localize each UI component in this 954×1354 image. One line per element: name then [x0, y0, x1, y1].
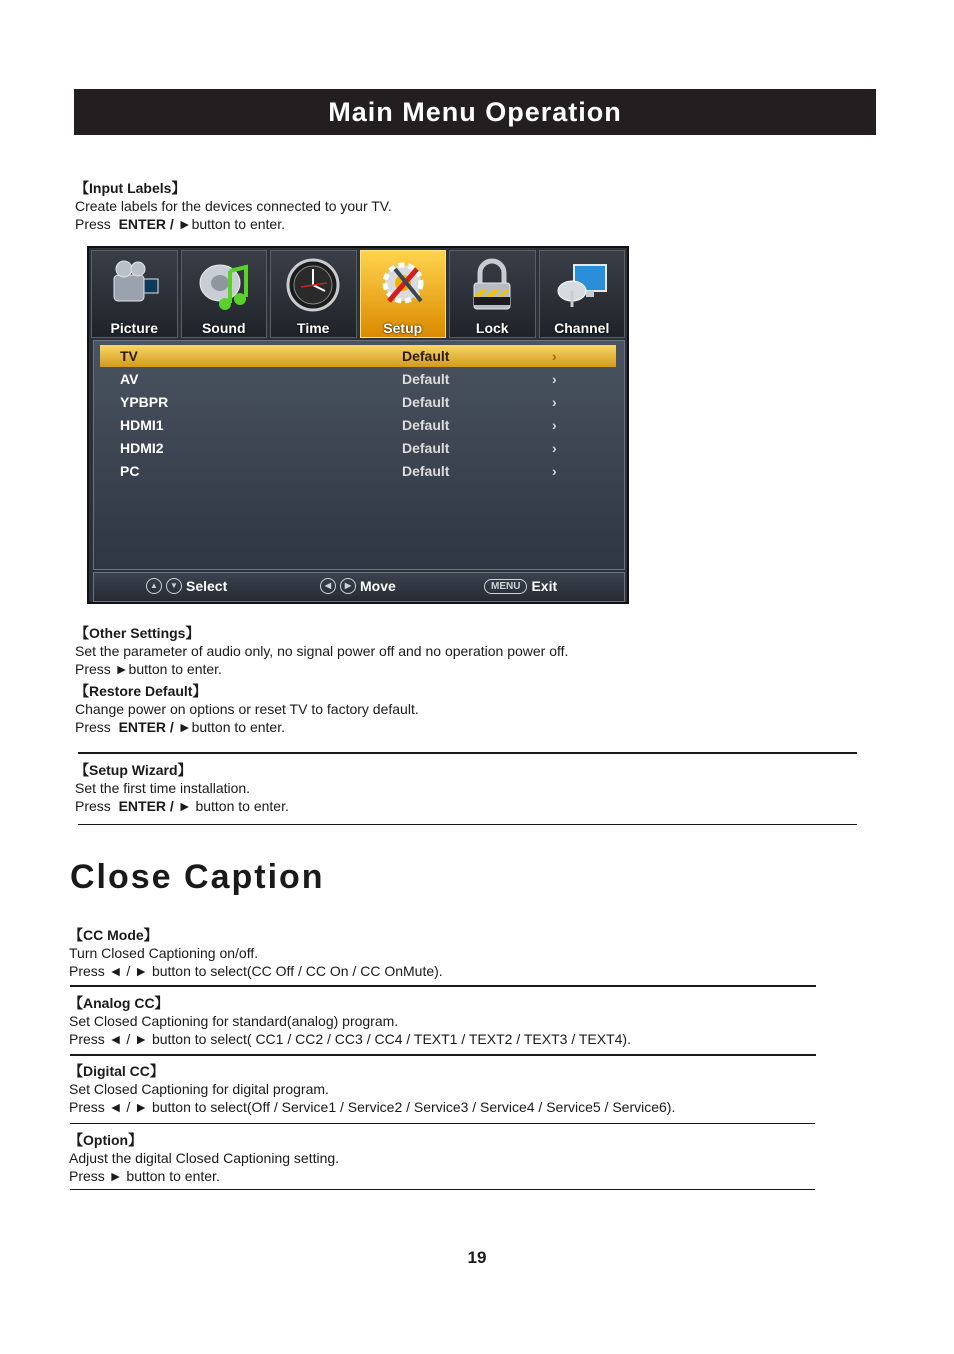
main-menu-operation-banner: Main Menu Operation — [74, 89, 876, 135]
press-tail: button to enter. — [191, 719, 285, 735]
chevron-right-icon: › — [552, 371, 557, 387]
move-hint — [320, 578, 396, 594]
analog-cc-press: Press ◄ / ► button to select( CC1 / CC2 / CC3 / CC4 / TEXT1 / TEXT2 / TEXT3 / TEXT4). — [69, 1031, 631, 1047]
option-section — [69, 1131, 339, 1185]
enter-key-text: ENTER / ► — [118, 719, 192, 735]
camcorder-icon — [106, 257, 162, 313]
input-value: Default — [402, 371, 450, 387]
press-text: Press — [75, 798, 111, 814]
tab-label: Setup — [383, 320, 423, 336]
other-settings-press: Press ►button to enter. — [75, 661, 222, 677]
menu-tabs — [91, 250, 625, 338]
tab-label: Picture — [110, 320, 158, 336]
restore-default-heading: 【Restore Default】 — [75, 683, 207, 699]
left-arrow-icon: ◀ — [320, 578, 336, 594]
clock-icon — [285, 257, 341, 313]
setup-wizard-heading: 【Setup Wizard】 — [75, 762, 192, 778]
input-name: HDMI2 — [120, 440, 164, 456]
restore-default-desc: Change power on options or reset TV to factory default. — [75, 701, 419, 717]
restore-default-section — [75, 682, 419, 736]
enter-key-text: ENTER / ► — [118, 216, 192, 232]
divider — [70, 985, 816, 987]
digital-cc-heading: 【Digital CC】 — [69, 1063, 164, 1079]
digital-cc-desc: Set Closed Captioning for digital program. — [69, 1081, 329, 1097]
input-name: AV — [120, 371, 139, 387]
other-settings-heading: 【Other Settings】 — [75, 625, 200, 641]
option-heading: 【Option】 — [69, 1132, 143, 1148]
cc-mode-press: Press ◄ / ► button to select(CC Off / CC On / CC OnMute). — [69, 963, 443, 979]
divider — [70, 1054, 816, 1056]
list-item[interactable] — [100, 345, 616, 367]
close-caption-title: Close Caption — [70, 858, 325, 896]
tab-label: Channel — [554, 320, 610, 336]
analog-cc-section — [69, 994, 631, 1048]
list-item[interactable] — [100, 437, 616, 459]
input-value: Default — [402, 440, 450, 456]
input-labels-heading: 【Input Labels】 — [75, 180, 186, 196]
up-arrow-icon: ▲ — [146, 578, 162, 594]
input-name: HDMI1 — [120, 417, 164, 433]
input-name: PC — [120, 463, 140, 479]
down-arrow-icon: ▼ — [166, 578, 182, 594]
cc-mode-section — [69, 926, 443, 980]
digital-cc-press: Press ◄ / ► button to select(Off / Service1 / Service2 / Service3 / Service4 / Service5 / Service6). — [69, 1099, 676, 1115]
exit-hint — [484, 578, 557, 594]
input-value: Default — [402, 394, 450, 410]
input-value: Default — [402, 463, 450, 479]
press-tail: button to enter. — [191, 216, 285, 232]
enter-key-text: ENTER / ► — [118, 798, 192, 814]
tab-sound[interactable] — [181, 250, 268, 338]
tab-label: Lock — [475, 320, 509, 336]
menu-key-icon: MENU — [484, 579, 527, 594]
list-item[interactable] — [100, 368, 616, 390]
move-label: Move — [360, 578, 396, 594]
exit-label: Exit — [531, 578, 558, 594]
tab-lock[interactable] — [449, 250, 536, 338]
list-item[interactable] — [100, 460, 616, 482]
select-label: Select — [186, 578, 228, 594]
cc-mode-desc: Turn Closed Captioning on/off. — [69, 945, 259, 961]
divider — [78, 752, 857, 754]
input-labels-press — [75, 215, 392, 233]
divider — [78, 824, 857, 825]
tab-picture[interactable] — [91, 250, 178, 338]
input-labels-list — [93, 340, 625, 570]
list-item[interactable] — [100, 391, 616, 413]
chevron-right-icon: › — [552, 463, 557, 479]
chevron-right-icon: › — [552, 394, 557, 410]
digital-cc-section — [69, 1062, 675, 1116]
tab-label: Time — [297, 320, 330, 336]
setup-wizard-section — [75, 761, 289, 815]
option-press: Press ► button to enter. — [69, 1168, 220, 1184]
divider — [70, 1123, 815, 1124]
option-desc: Adjust the digital Closed Captioning setting. — [69, 1150, 340, 1166]
chevron-right-icon: › — [552, 440, 557, 456]
setup-wizard-desc: Set the first time installation. — [75, 780, 251, 796]
restore-default-press — [75, 718, 419, 736]
input-labels-section — [75, 179, 392, 233]
satellite-monitor-icon — [554, 257, 610, 313]
cc-mode-heading: 【CC Mode】 — [69, 927, 158, 943]
tab-channel[interactable] — [539, 250, 626, 338]
input-name: TV — [120, 348, 138, 364]
list-item[interactable] — [100, 414, 616, 436]
chevron-right-icon: › — [552, 417, 557, 433]
gear-tools-icon — [375, 257, 431, 313]
divider — [70, 1189, 815, 1190]
input-name: YPBPR — [120, 394, 169, 410]
music-note-icon — [196, 257, 252, 313]
setup-wizard-press — [75, 797, 289, 815]
other-settings-desc: Set the parameter of audio only, no signal power off and no operation power off. — [75, 643, 569, 659]
input-value: Default — [402, 348, 450, 364]
tab-label: Sound — [201, 320, 246, 336]
select-hint — [146, 578, 227, 594]
input-value: Default — [402, 417, 450, 433]
press-tail: button to enter. — [191, 798, 289, 814]
press-text: Press — [75, 719, 111, 735]
input-labels-desc: Create labels for the devices connected to your TV. — [75, 198, 392, 214]
tab-setup[interactable] — [360, 250, 447, 338]
right-arrow-icon: ▶ — [340, 578, 356, 594]
tv-setup-menu-screen — [87, 246, 629, 604]
page-number: 19 — [467, 1248, 487, 1267]
analog-cc-heading: 【Analog CC】 — [69, 995, 169, 1011]
chevron-right-icon: › — [552, 348, 557, 364]
press-text: Press — [75, 216, 111, 232]
padlock-icon — [464, 257, 520, 313]
tab-time[interactable] — [270, 250, 357, 338]
other-settings-section — [75, 624, 568, 678]
menu-footer-hints — [93, 572, 625, 602]
analog-cc-desc: Set Closed Captioning for standard(analog) program. — [69, 1013, 399, 1029]
